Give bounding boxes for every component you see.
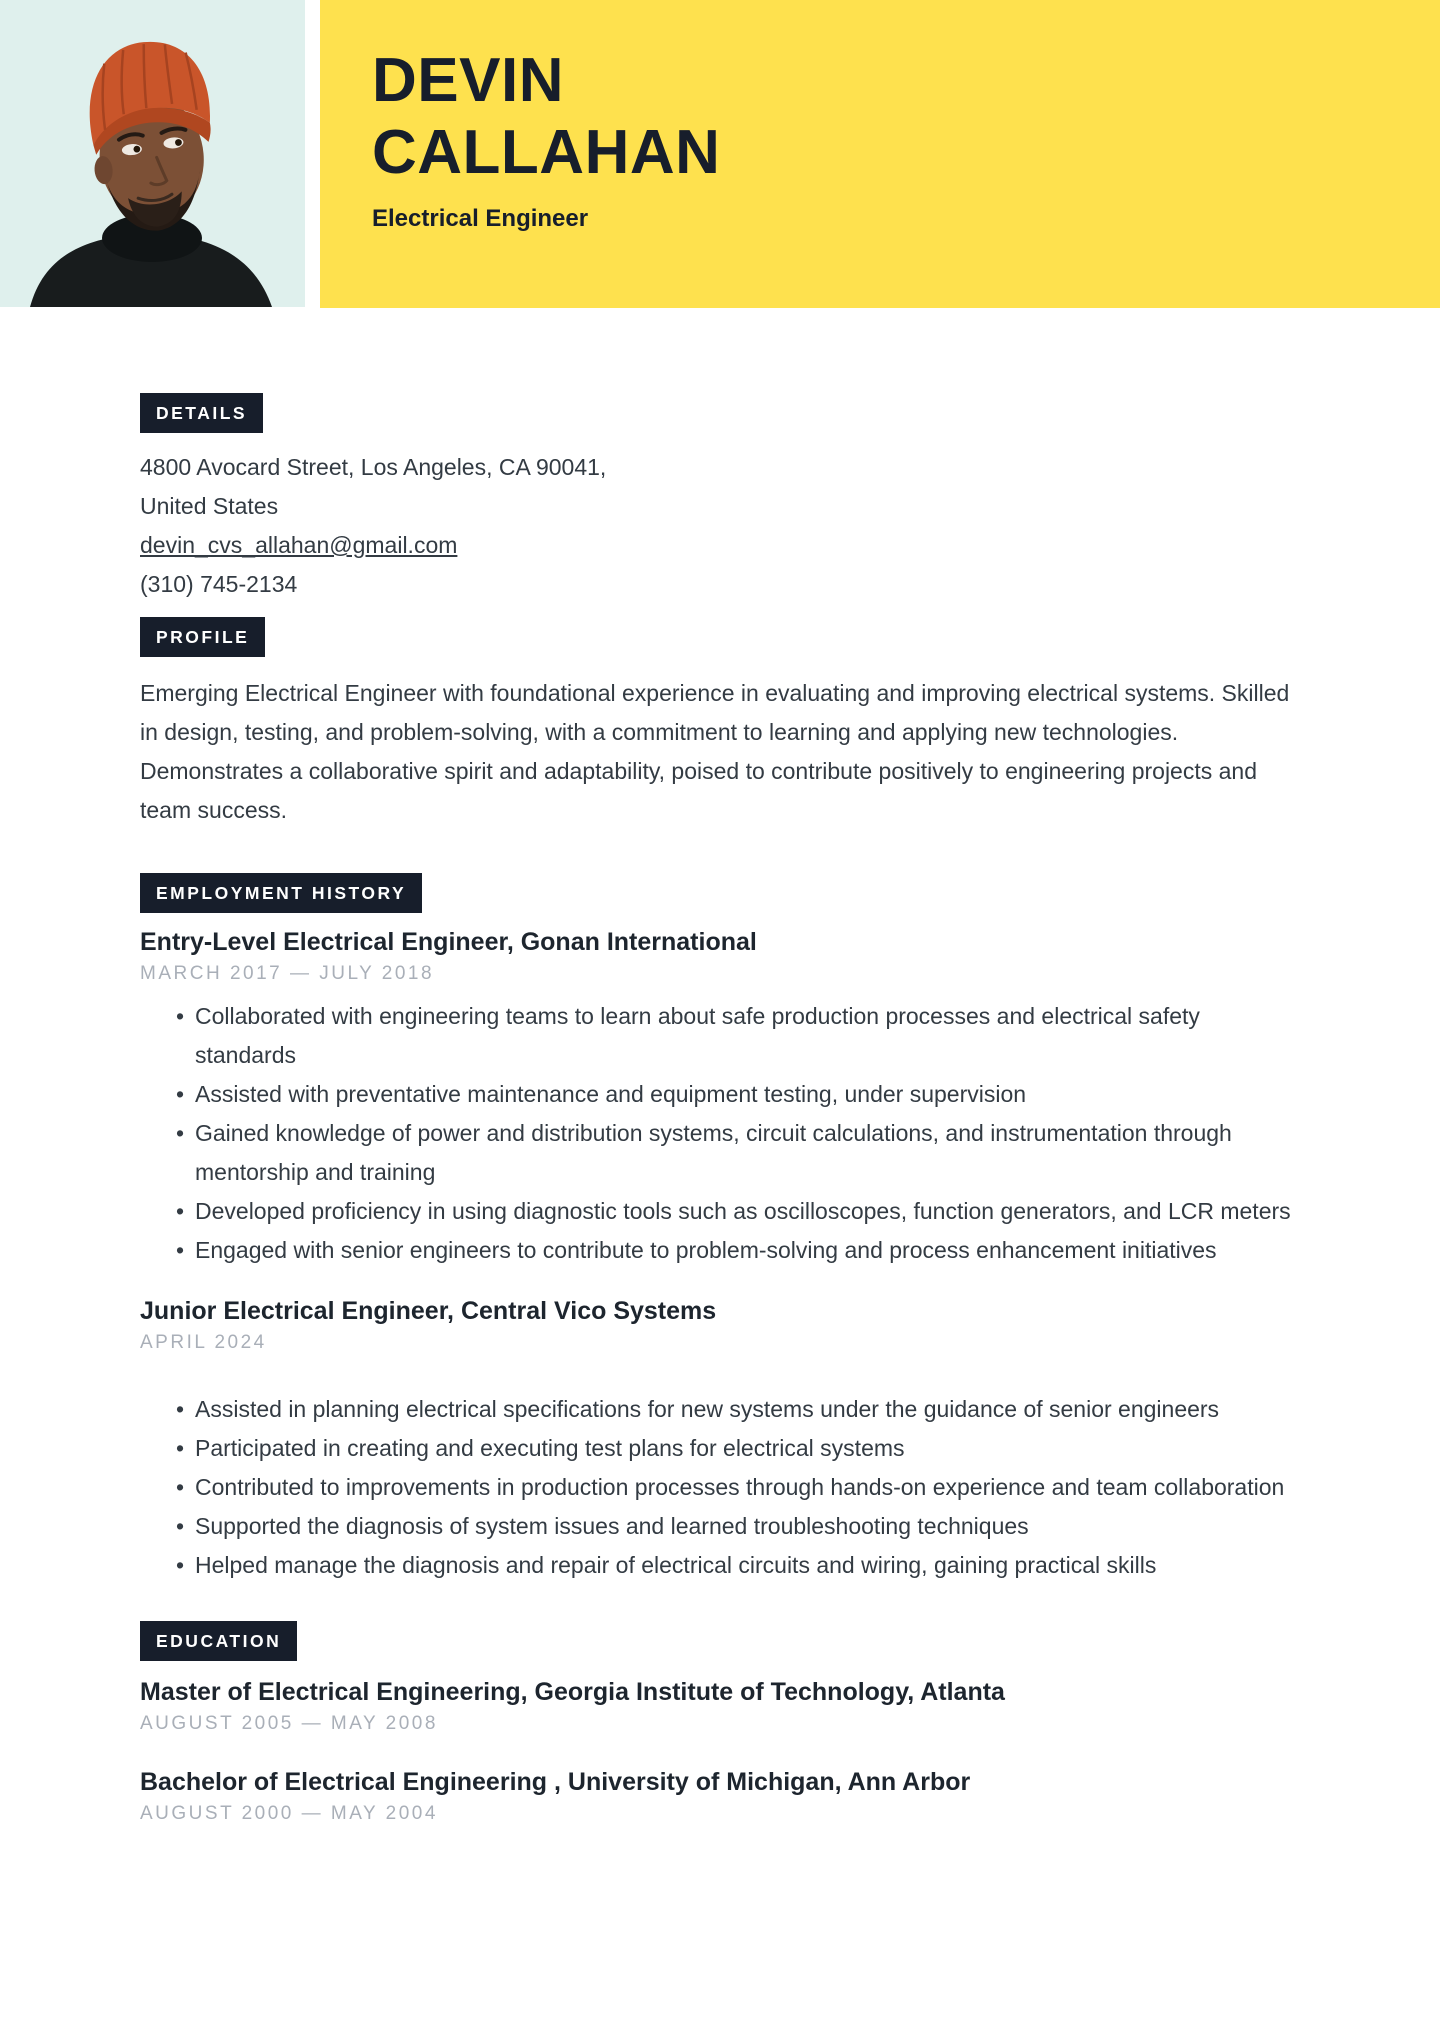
job-bullet: • Participated in creating and executing test plans for electrical systems — [140, 1429, 1300, 1468]
phone-number: (310) 745-2134 — [140, 571, 298, 597]
job-bullet: • Supported the diagnosis of system issues and learned troubleshooting techniques — [140, 1507, 1300, 1546]
candidate-job-title: Electrical Engineer — [372, 205, 589, 232]
education-dates: AUGUST 2000 — MAY 2004 — [140, 1803, 438, 1824]
job-bullet: • Gained knowledge of power and distribution systems, circuit calculations, and instrumentation through mentorship and training — [140, 1114, 1300, 1192]
job-bullet-list — [140, 1390, 1300, 1585]
job-bullet-list — [140, 997, 1300, 1270]
profile-summary: Emerging Electrical Engineer with foundational experience in evaluating and improving electrical systems. Skilled in design, testing, and problem-solving, with a commitment to learning and applying new technologies. Demonstrates a collaborative spirit and adaptability, poised to contribute positively to engineering projects and team success. — [140, 680, 1290, 823]
address-line-1: 4800 Avocard Street, Los Angeles, CA 90041, — [140, 454, 607, 480]
header — [0, 0, 1440, 308]
education-entry — [140, 1767, 1300, 1827]
details-block — [140, 448, 1300, 604]
email-link[interactable]: devin_cvs_allahan@gmail.com — [140, 532, 458, 558]
job-bullet: • Collaborated with engineering teams to learn about safe production processes and electrical safety standards — [140, 997, 1300, 1075]
header-divider-gap — [305, 0, 320, 308]
section-label-employment-history: EMPLOYMENT HISTORY — [140, 873, 422, 913]
section-label-details: DETAILS — [140, 393, 263, 433]
job-bullet: • Engaged with senior engineers to contribute to problem-solving and process enhancement initiatives — [140, 1231, 1300, 1270]
job-bullet: • Helped manage the diagnosis and repair of electrical circuits and wiring, gaining practical skills — [140, 1546, 1300, 1585]
education-title: Bachelor of Electrical Engineering , University of Michigan, Ann Arbor — [140, 1768, 971, 1796]
job-entry — [140, 1296, 1300, 1585]
address-line-2: United States — [140, 493, 279, 519]
job-dates: MARCH 2017 — JULY 2018 — [140, 963, 435, 984]
section-label-profile: PROFILE — [140, 617, 265, 657]
portrait-illustration — [0, 0, 305, 307]
education-dates: AUGUST 2005 — MAY 2008 — [140, 1713, 438, 1734]
job-bullet: • Contributed to improvements in production processes through hands-on experience and team collaboration — [140, 1468, 1300, 1507]
candidate-name: DEVIN CALLAHAN — [372, 46, 721, 187]
job-bullet: • Assisted with preventative maintenance and equipment testing, under supervision — [140, 1075, 1300, 1114]
section-label-education: EDUCATION — [140, 1621, 297, 1661]
job-title: Junior Electrical Engineer, Central Vico Systems — [140, 1297, 717, 1325]
header-yellow-band — [320, 0, 1440, 308]
resume-body — [0, 308, 1440, 1827]
job-title: Entry-Level Electrical Engineer, Gonan International — [140, 928, 757, 956]
job-entry — [140, 927, 1300, 1270]
education-title: Master of Electrical Engineering, Georgia Institute of Technology, Atlanta — [140, 1678, 1005, 1706]
profile-photo — [0, 0, 305, 307]
job-bullet: • Assisted in planning electrical specifications for new systems under the guidance of senior engineers — [140, 1390, 1300, 1429]
job-bullet: • Developed proficiency in using diagnostic tools such as oscilloscopes, function generators, and LCR meters — [140, 1192, 1300, 1231]
education-entry — [140, 1677, 1300, 1737]
job-dates: APRIL 2024 — [140, 1332, 267, 1353]
